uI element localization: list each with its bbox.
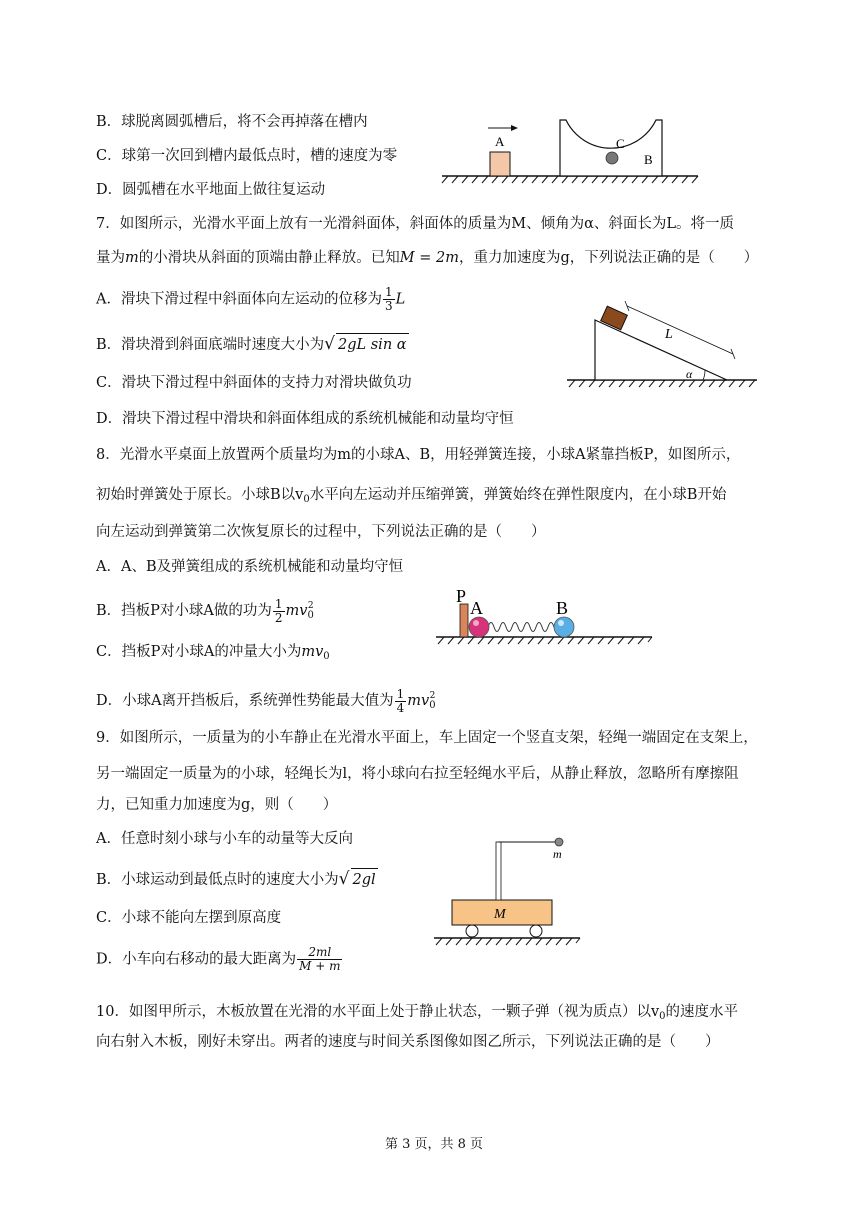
q9-stem-line2: 另一端固定一质量为的小球，轻绳长为l，将小球向右拉至轻绳水平后，从静止释放，忽略所有摩擦阻 bbox=[96, 766, 739, 782]
ball-a bbox=[469, 617, 489, 637]
fraction: $\frac{1}{4}$ bbox=[396, 686, 405, 715]
q10-stem-line1: 10．如图甲所示，木板放置在光滑的水平面上处于静止状态，一颗子弹（视为质点）以$v_0$的速度水平 bbox=[96, 1004, 739, 1022]
label-a: A bbox=[495, 134, 505, 149]
q7-figure bbox=[565, 300, 765, 392]
q9-option-a: A．任意时刻小球与小车的动量等大反向 bbox=[96, 831, 353, 847]
q8-figure bbox=[432, 584, 656, 650]
q7-option-d: D．滑块下滑过程中滑块和斜面体组成的系统机械能和动量均守恒 bbox=[96, 411, 514, 427]
q10-stem-line2: 向右射入木板，刚好未穿出。两者的速度与时间关系图像如图乙所示，下列说法正确的是（ ） bbox=[96, 1034, 720, 1050]
q9-option-d: D．小车向右移动的最大距离为 $\frac{2ml}{M + m}$ bbox=[96, 945, 341, 973]
q7-option-a: A．滑块下滑过程中斜面体向左运动的位移为 $\frac{1}{3}$ L bbox=[96, 285, 406, 313]
ball-m bbox=[555, 838, 563, 846]
fraction: $\frac{2ml}{M + m}$ bbox=[299, 945, 341, 973]
label-p: P bbox=[456, 586, 467, 606]
q9-figure bbox=[432, 834, 584, 952]
q7-stem-line2: 量为m的小滑块从斜面的顶端由静止释放。已知M = 2m，重力加速度为g，下列说法正确的是（ ） bbox=[96, 250, 759, 266]
q9-stem-line1: 9．如图所示，一质量为的小车静止在光滑水平面上，车上固定一个竖直支架，轻绳一端固定在支架上， bbox=[96, 730, 758, 746]
arc-groove-b bbox=[560, 120, 662, 176]
q7-option-b: B．滑块滑到斜面底端时速度大小为√ 2gL sin α bbox=[96, 334, 407, 354]
q7-stem-line1: 7．如图所示，光滑水平面上放有一光滑斜面体，斜面体的质量为M、倾角为α、斜面长为L。将一质 bbox=[96, 216, 734, 232]
ball-c bbox=[606, 152, 618, 164]
fraction: $\frac{1}{2}$ bbox=[274, 596, 283, 625]
label-alpha: α bbox=[686, 367, 693, 381]
label-c: C bbox=[616, 136, 625, 151]
q8-stem-line1: 8．光滑水平桌面上放置两个质量均为m的小球A、B，用轻弹簧连接，小球A紧靠挡板P，如图所示， bbox=[96, 447, 741, 463]
q6-option-d: D．圆弧槽在水平地面上做往复运动 bbox=[96, 182, 326, 198]
q9-option-c: C．小球不能向左摆到原高度 bbox=[96, 910, 282, 926]
block-a bbox=[490, 152, 510, 176]
ball-b bbox=[554, 617, 574, 637]
q8-stem-line3: 向左运动到弹簧第二次恢复原长的过程中，下列说法正确的是（ ） bbox=[96, 524, 546, 540]
board-p bbox=[460, 604, 468, 637]
incline-body bbox=[595, 320, 727, 380]
q6-option-b: B．球脱离圆弧槽后，将不会再掉落在槽内 bbox=[96, 114, 368, 130]
q7-option-c: C．滑块下滑过程中斜面体的支持力对滑块做负功 bbox=[96, 375, 412, 391]
q8-option-c: C．挡板P对小球A的冲量大小为$mv_0$ bbox=[96, 644, 330, 662]
wheel-right bbox=[530, 925, 542, 937]
q6-figure bbox=[440, 118, 700, 186]
label-a: A bbox=[470, 598, 483, 618]
q8-stem-line2: 初始时弹簧处于原长。小球B以$v_0$水平向左运动并压缩弹簧，弹簧始终在弹性限度内，在小球B开始 bbox=[96, 487, 727, 505]
q6-option-c: C．球第一次回到槽内最低点时，槽的速度为零 bbox=[96, 148, 398, 164]
q8-option-b: B．挡板P对小球A做的功为 $\frac{1}{2}$ $mv_0^2$ bbox=[96, 596, 314, 625]
q9-stem-line3: 力，已知重力加速度为g，则（ ） bbox=[96, 797, 338, 813]
q9-option-b: B．小球运动到最低点时的速度大小为√ 2gl bbox=[96, 869, 376, 889]
label-l: L bbox=[665, 327, 673, 342]
label-ball-m: m bbox=[553, 847, 562, 861]
q8-option-d: D．小球A离开挡板后，系统弹性势能最大值为 $\frac{1}{4}$ $mv_0^2$ bbox=[96, 686, 436, 715]
page-number-footer: 第 3 页，共 8 页 bbox=[384, 1137, 484, 1152]
label-cart-m: M bbox=[494, 907, 506, 922]
support-post bbox=[496, 842, 501, 900]
fraction: $\frac{1}{3}$ bbox=[384, 285, 393, 313]
label-b: B bbox=[644, 152, 653, 167]
wheel-left bbox=[466, 925, 478, 937]
q8-option-a: A．A、B及弹簧组成的系统机械能和动量均守恒 bbox=[96, 559, 404, 575]
label-b: B bbox=[556, 598, 569, 618]
